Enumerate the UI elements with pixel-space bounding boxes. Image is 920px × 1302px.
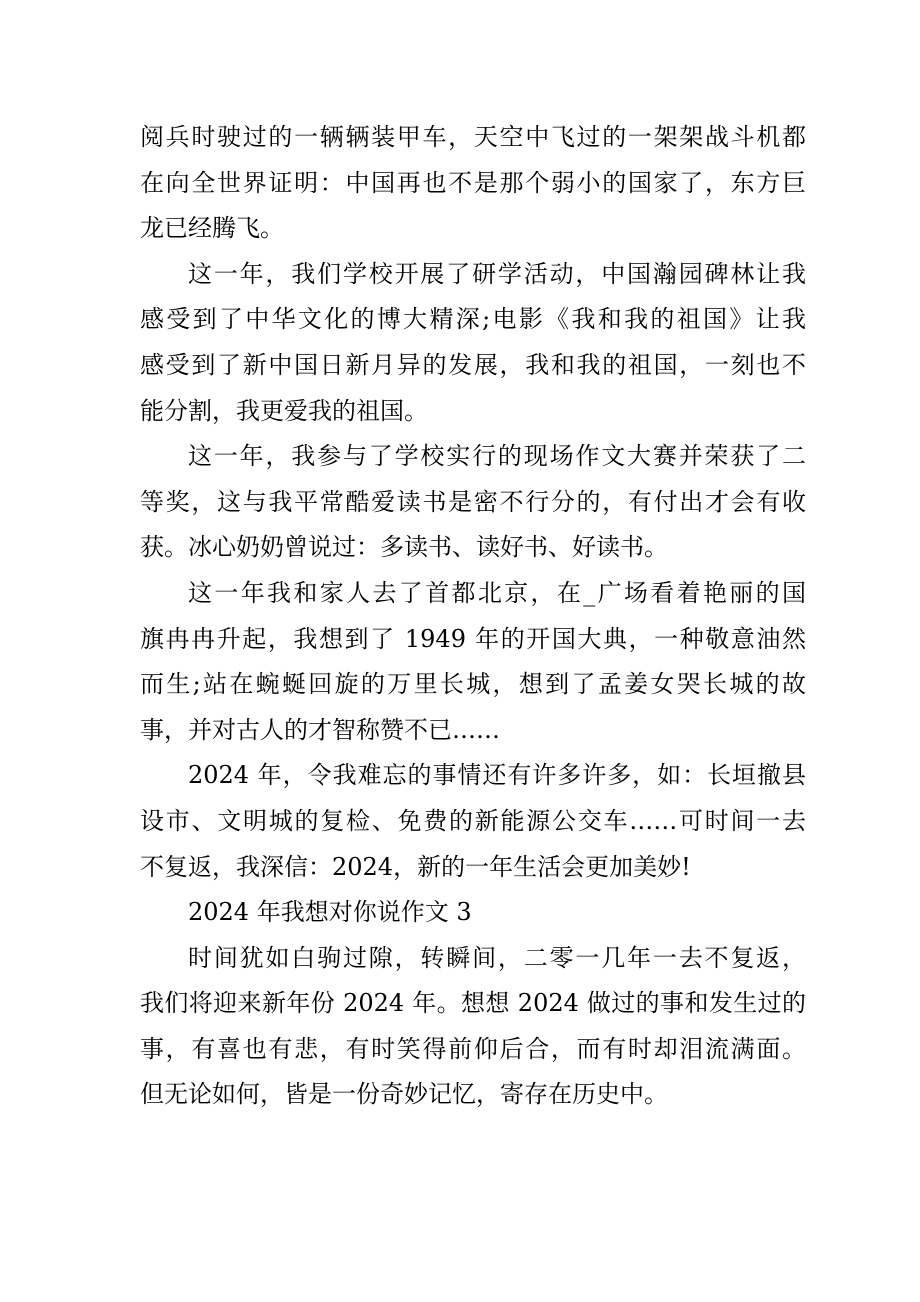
essay-body (140, 115, 806, 1118)
text-line: 我们将迎来新年份 2024 年。想想 2024 做过的事和发生过的 (140, 989, 806, 1018)
text-line: 在向全世界证明：中国再也不是那个弱小的国家了，东方巨 (140, 168, 806, 197)
text-line: 等奖，这与我平常酷爱读书是密不行分的，有付出才会有收 (140, 487, 806, 516)
paragraph-first-line: 2024 年，令我难忘的事情还有许多许多，如：长垣撤县 (188, 761, 806, 790)
text-line: 而生;站在蜿蜒回旋的万里长城，想到了孟姜女哭长城的故 (140, 670, 806, 699)
text-line: 不复返，我深信：2024，新的一年生活会更加美妙! (140, 852, 691, 881)
text-line: 事，并对古人的才智称赞不已…… (140, 715, 500, 744)
text-line: 阅兵时驶过的一辆辆装甲车，天空中飞过的一架架战斗机都 (140, 123, 806, 151)
text-line: 设市、文明城的复检、免费的新能源公交车……可时间一去 (140, 806, 806, 835)
text-line: 感受到了新中国日新月异的发展，我和我的祖国，一刻也不 (140, 350, 806, 379)
section-heading: 2024 年我想对你说作文 3 (188, 898, 472, 927)
text-line: 能分割，我更爱我的祖国。 (140, 396, 428, 425)
paragraph-first-line: 这一年，我们学校开展了研学活动，中国瀚园碑林让我 (188, 259, 806, 288)
text-line: 龙已经腾飞。 (140, 214, 284, 243)
paragraph-first-line: 这一年，我参与了学校实行的现场作文大赛并荣获了二 (188, 442, 806, 471)
paragraph-first-line: 这一年我和家人去了首都北京，在_广场看着艳丽的国 (188, 578, 806, 607)
text-line: 旗冉冉升起，我想到了 1949 年的开国大典，一种敬意油然 (140, 624, 806, 653)
text-line: 获。冰心奶奶曾说过：多读书、读好书、好读书。 (140, 533, 668, 562)
text-line: 感受到了中华文化的博大精深;电影《我和我的祖国》让我 (140, 305, 806, 334)
text-line: 但无论如何，皆是一份奇妙记忆，寄存在历史中。 (140, 1080, 668, 1109)
text-line: 事，有喜也有悲，有时笑得前仰后合，而有时却泪流满面。 (140, 1034, 806, 1063)
paragraph-first-line: 时间犹如白驹过隙，转瞬间，二零一几年一去不复返， (188, 943, 806, 972)
